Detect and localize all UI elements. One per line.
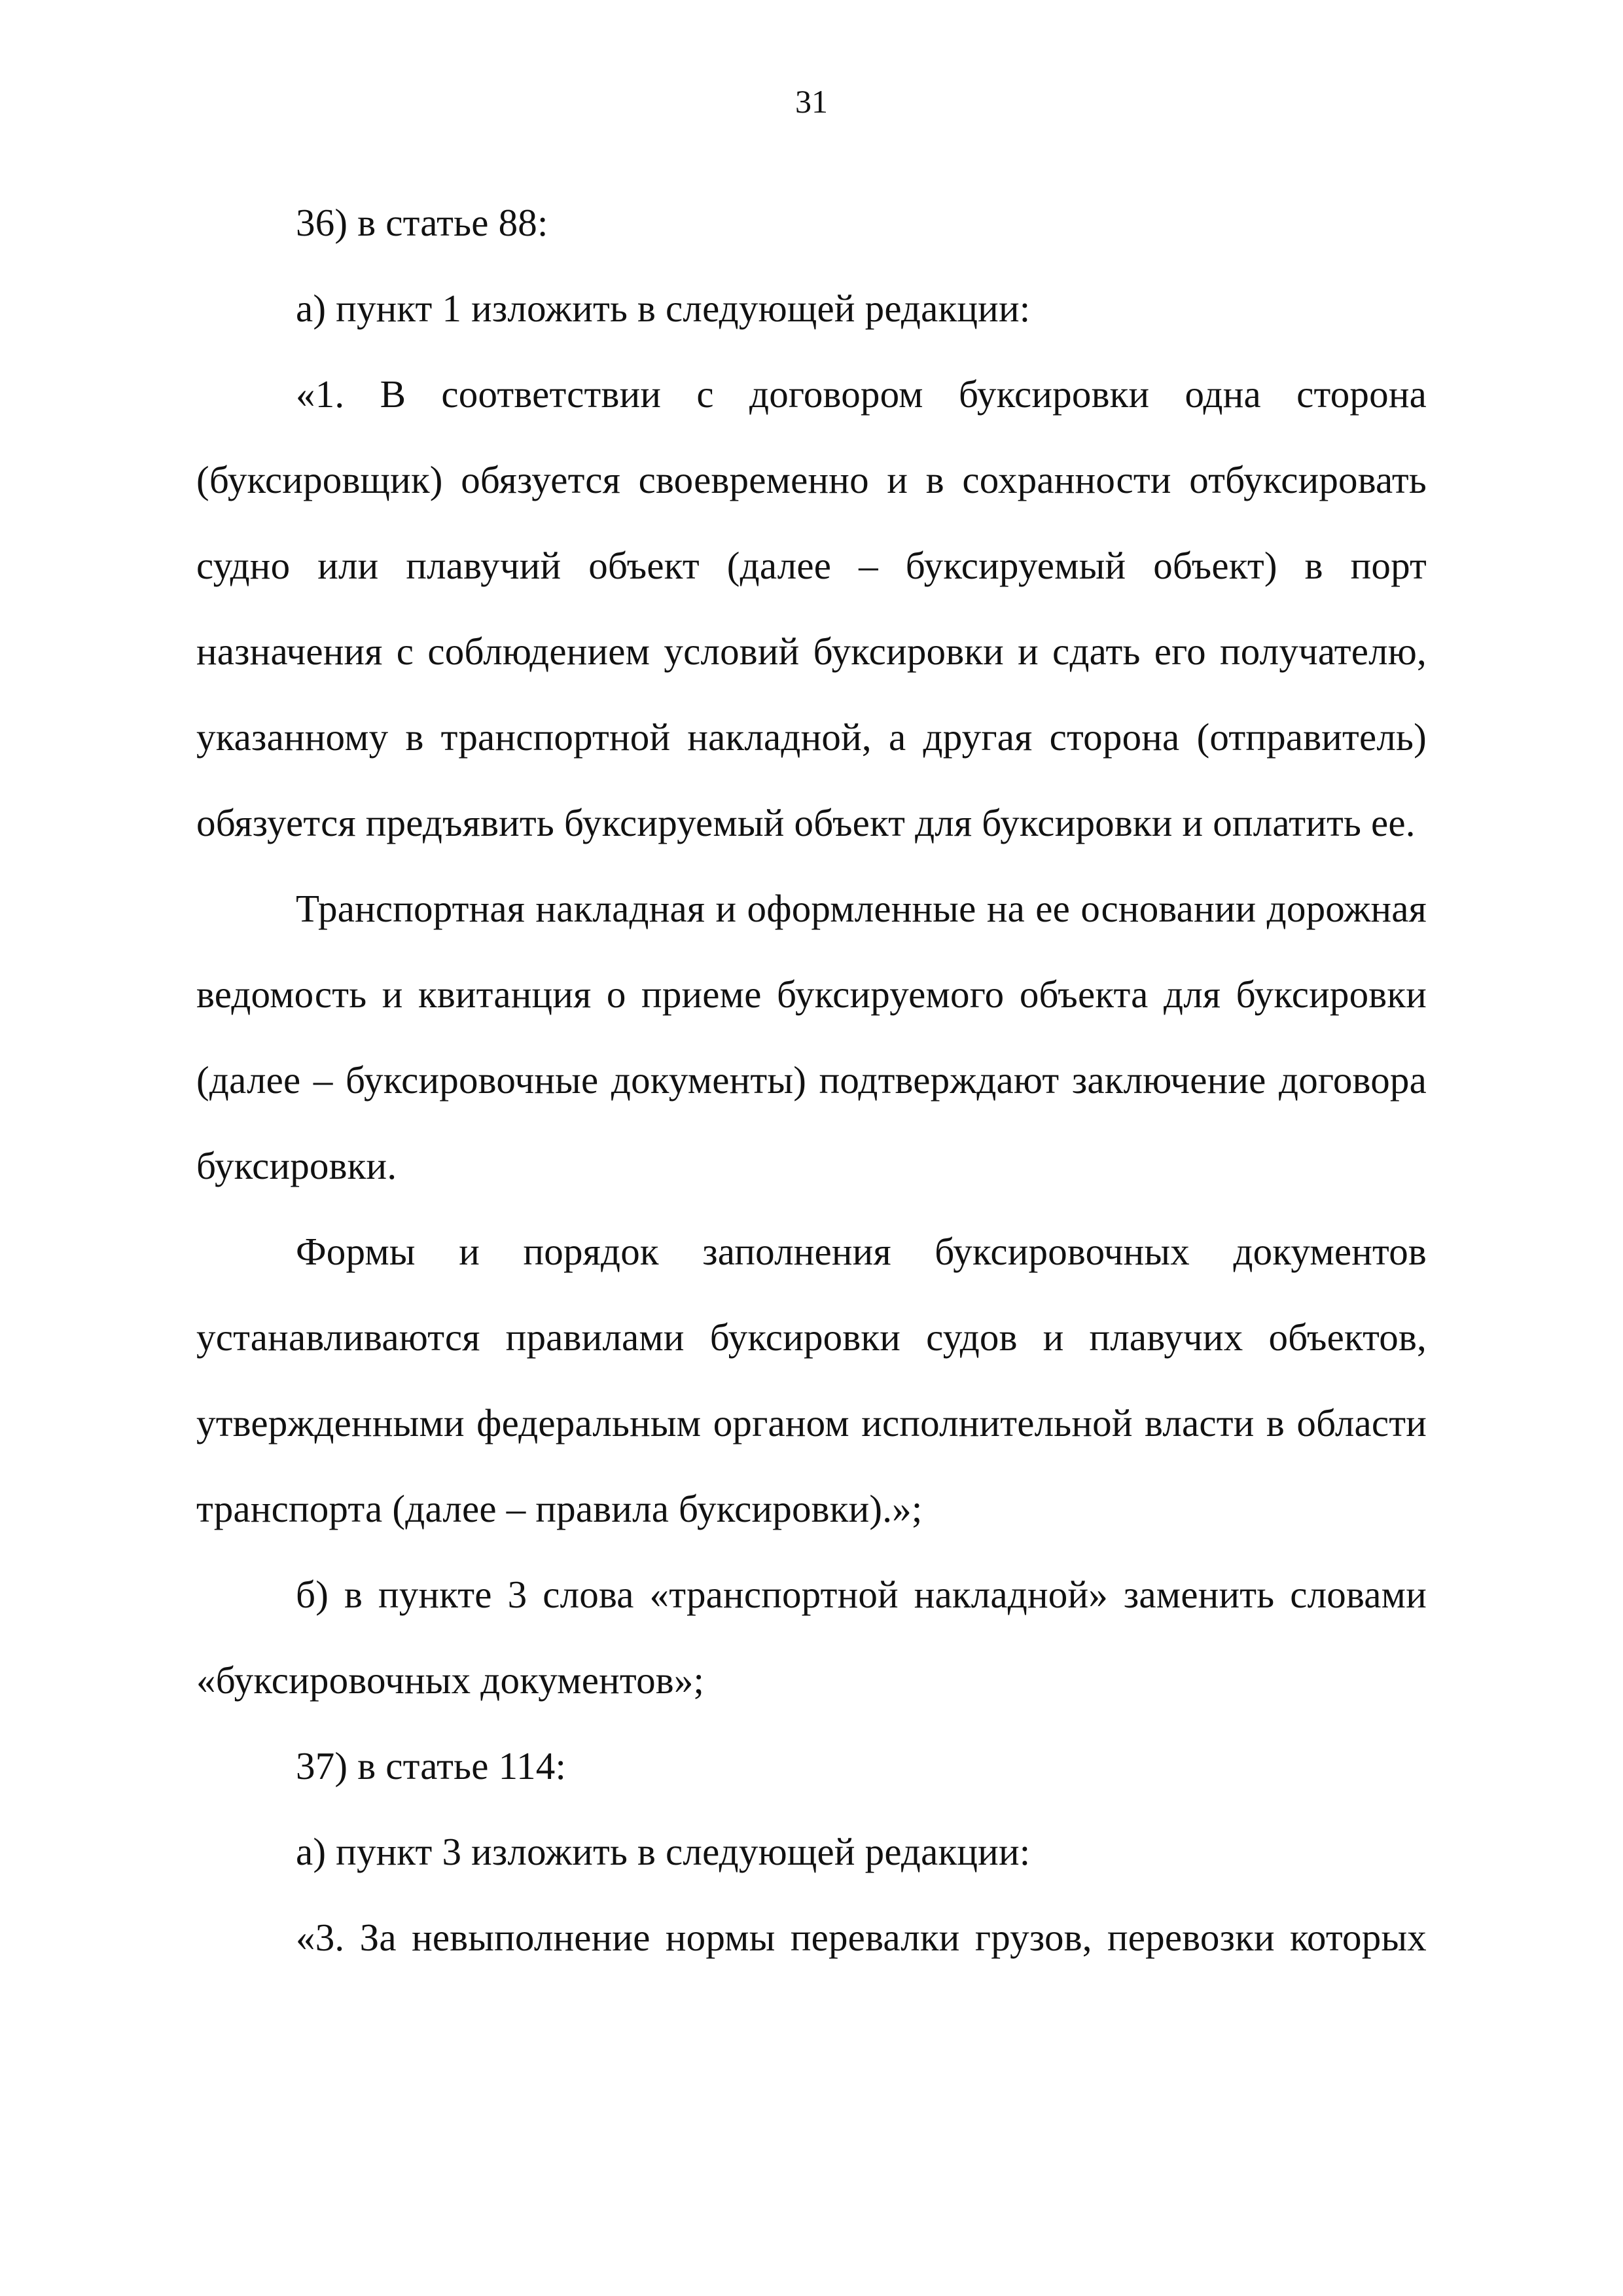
paragraph-item-b: б) в пункте 3 слова «транспортной накладной» заменить словами «буксировочных документов»; <box>196 1573 1427 1702</box>
paragraph-item-a-1: а) пункт 1 изложить в следующей редакции: <box>296 287 1031 330</box>
paragraph-transport-waybill: Транспортная накладная и оформленные на ее основании дорожная ведомость и квитанция о приеме буксируемого объекта для буксировки (далее – буксировочные документы) подтверждают заключение договора буксировки. <box>196 887 1427 1187</box>
page-number: 31 <box>795 83 828 120</box>
document-body <box>196 180 1427 1981</box>
paragraph-article-88-heading: 36) в статье 88: <box>296 201 548 244</box>
paragraph-forms-and-procedure: Формы и порядок заполнения буксировочных документов устанавливаются правилами буксировки судов и плавучих объектов, утвержденными федеральным органом исполнительной власти в области транспорта (далее – правила буксировки).»; <box>196 1230 1427 1530</box>
paragraph-article-114-heading: 37) в статье 114: <box>296 1744 567 1787</box>
paragraph-cargo-transshipment: «3. За невыполнение нормы перевалки грузов, перевозки которых <box>296 1916 1427 1959</box>
paragraph-towing-contract: «1. В соответствии с договором буксировки одна сторона (буксировщик) обязуется своевременно и в сохранности отбуксировать судно или плавучий объект (далее – буксируемый объект) в порт назначения с соблюдением условий буксировки и сдать его получателю, указанному в транспортной накладной, а другая сторона (отправитель) обязуется предъявить буксируемый объект для буксировки и оплатить ее. <box>196 372 1427 844</box>
paragraph-item-a-3: а) пункт 3 изложить в следующей редакции: <box>296 1830 1031 1873</box>
